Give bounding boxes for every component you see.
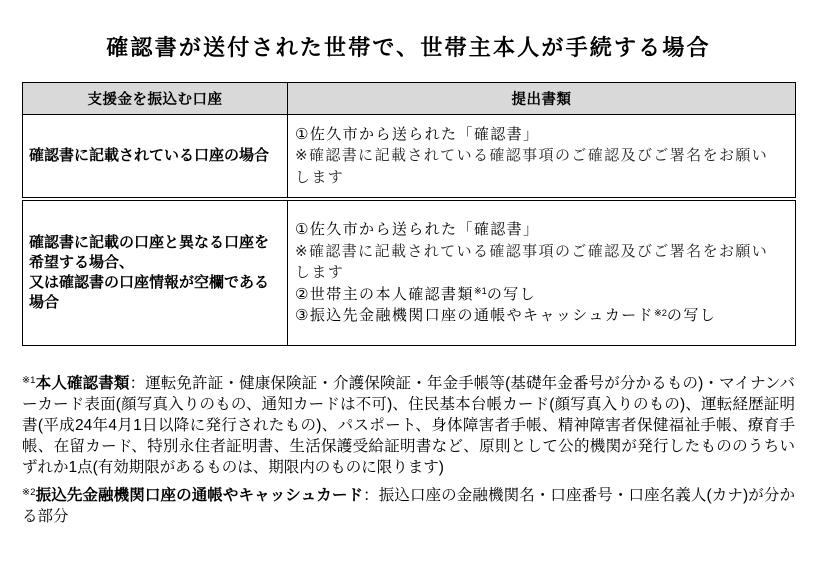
documents-cell	[288, 115, 796, 200]
footnote-2	[22, 485, 795, 527]
footnote-ref: ※2	[653, 307, 667, 318]
case-text: 又は確認書の口座情報が空欄である場合	[29, 274, 270, 311]
document-item	[295, 305, 781, 327]
footnote-description: 運転免許証・健康保険証・介護保険証・年金手帳等(基礎年金番号が分かるもの)・マイナンバーカード表面(顔写真入りのもの、通知カードは不可)、住民基本台帳カード(顔写真入りのもの)、運転経歴証明書(平成24年4月1日以降に発行されたもの)、パスポート、身体障害者手帳、精神障害者保健福祉手帳、療育手帳、在留カード、特別永住者証明書、生活保護受給証明書など、原則として公的機関が発行したもののうちいずれか1点(有効期限があるものは、期限内のものに限ります)	[22, 375, 795, 476]
footnotes	[22, 373, 795, 527]
footnote-term: 本人確認書類	[35, 375, 130, 392]
table-row	[23, 115, 796, 200]
header-documents: 提出書類	[288, 83, 796, 115]
footnote-separator: ：	[363, 487, 379, 504]
footnote-term: 振込先金融機関口座の通帳やキャッシュカード	[35, 487, 364, 504]
footnote-ref: ※1	[473, 286, 487, 297]
submission-table	[22, 82, 796, 346]
document-item: ①佐久市から送られた「確認書」	[295, 221, 540, 239]
case-cell	[23, 115, 288, 200]
table-row	[23, 199, 796, 346]
document-text: の写し	[666, 307, 717, 325]
document-item	[295, 284, 781, 306]
document-text: ③振込先金融機関口座の通帳やキャッシュカード	[295, 307, 654, 325]
document-text: ②世帯主の本人確認書類	[295, 285, 474, 303]
document-note: ※確認書に記載されている確認事項のご確認及びご署名をお願いします	[295, 147, 769, 186]
footnote-separator: ：	[129, 375, 146, 392]
document-item: ①佐久市から送られた「確認書」	[295, 125, 540, 143]
page-title: 確認書が送付された世帯で、世帯主本人が手続する場合	[106, 35, 711, 60]
case-cell	[23, 199, 288, 346]
footnote-mark: ※1	[22, 375, 36, 387]
header-account: 支援金を振込む口座	[23, 83, 288, 115]
footnote-description: 振込口座の金融機関名・口座番号・口座名義人(カナ)が分かる部分	[22, 487, 795, 525]
footnote-mark: ※2	[22, 487, 36, 499]
footnote-1	[22, 373, 795, 478]
documents-cell	[288, 199, 796, 346]
case-text: 確認書に記載されている口座の場合	[29, 147, 270, 164]
case-text: 確認書に記載の口座と異なる口座を希望する場合、	[29, 234, 270, 271]
document-note: ※確認書に記載されている確認事項のご確認及びご署名をお願いします	[295, 242, 769, 282]
table-header-row	[23, 83, 796, 115]
document-text: の写し	[486, 285, 537, 303]
